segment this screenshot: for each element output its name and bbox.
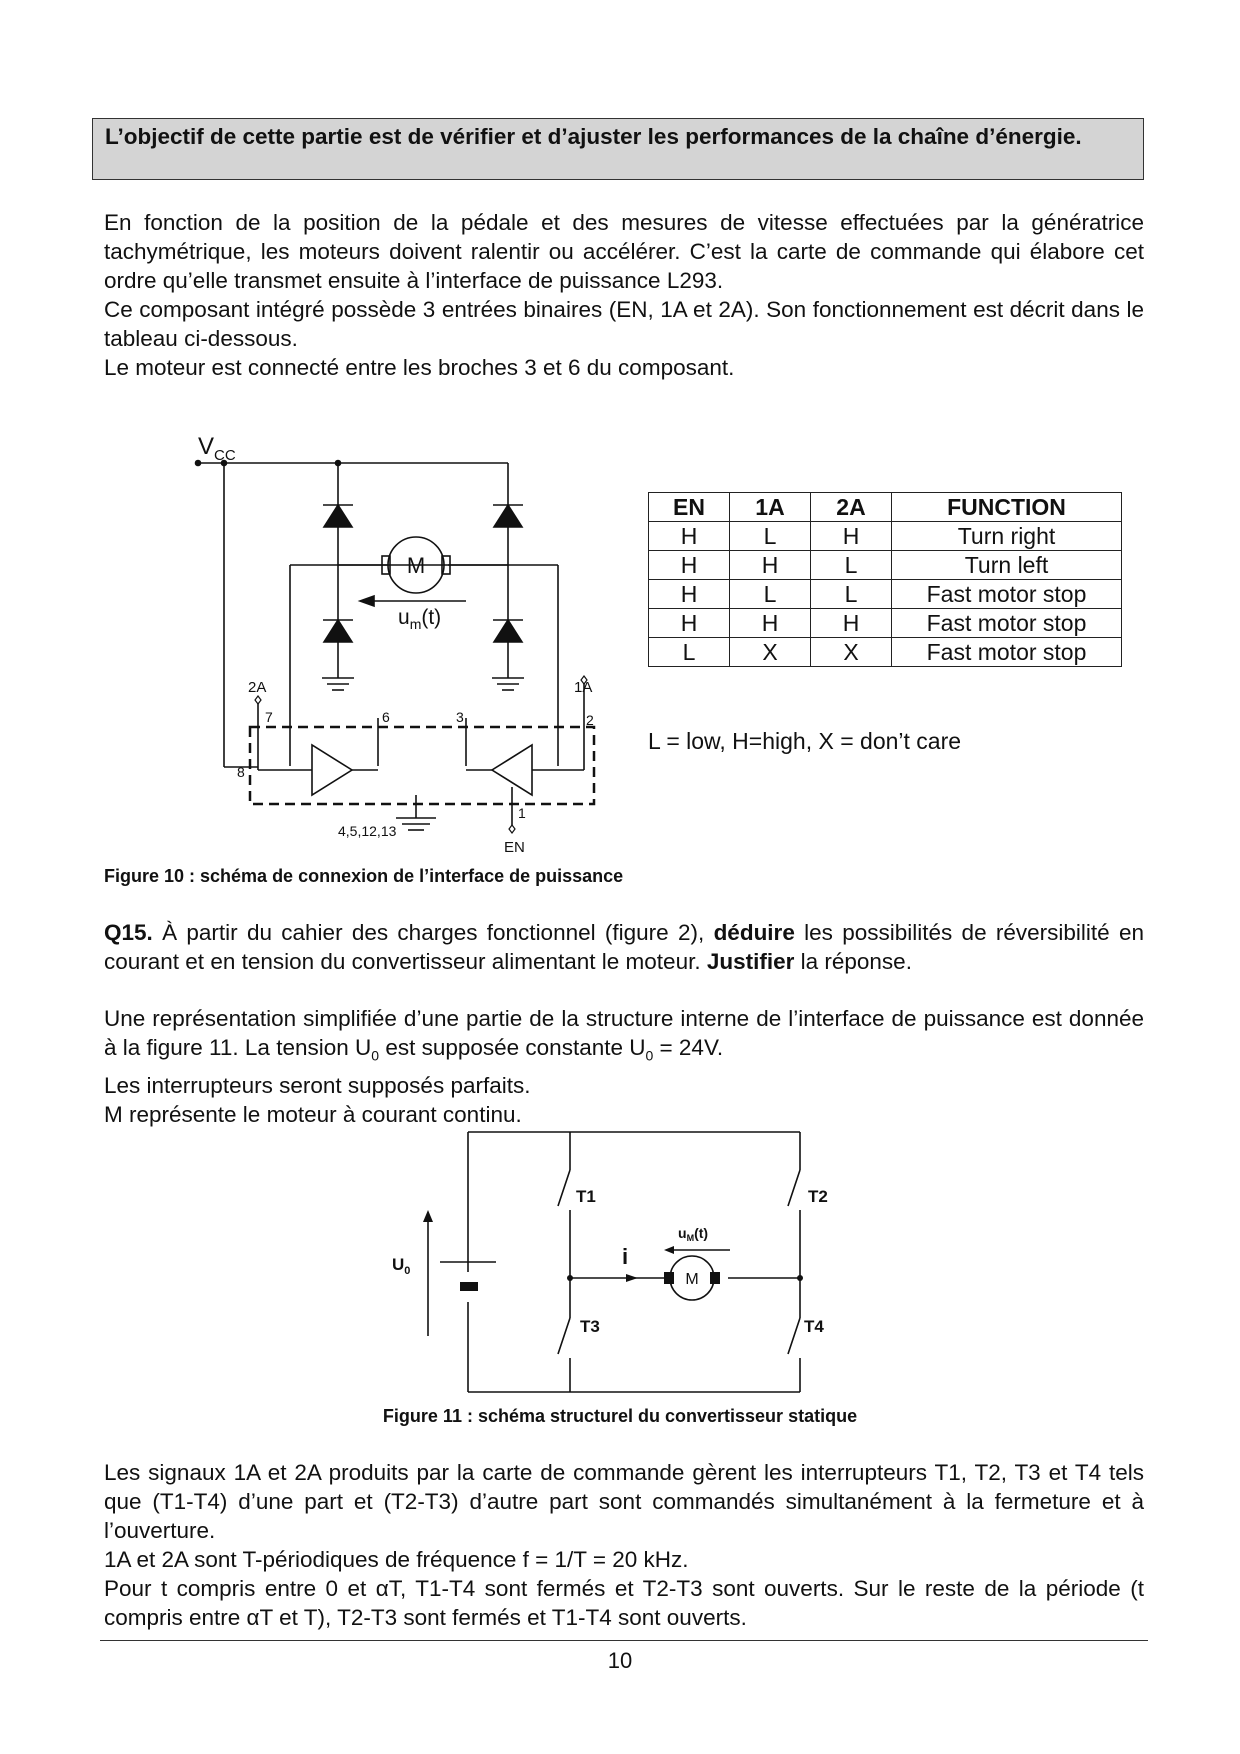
switch-t2: T2 (808, 1187, 828, 1206)
switch-t4: T4 (804, 1317, 824, 1336)
pin-2: 2 (586, 712, 594, 728)
question-15 (104, 918, 1144, 976)
table-row (649, 638, 1122, 667)
table-row (649, 522, 1122, 551)
objective-box (92, 118, 1144, 180)
cell-function: Fast motor stop (892, 638, 1122, 667)
table-row (649, 580, 1122, 609)
motor-label-fig11: M (685, 1271, 699, 1288)
cell-function: Turn right (892, 522, 1122, 551)
pin-7: 7 (265, 709, 273, 725)
cell-en: L (649, 638, 730, 667)
cell-en: H (649, 580, 730, 609)
label-1a: 1A (574, 679, 593, 696)
truth-table (648, 492, 1122, 667)
signals-paragraph-1: Les signaux 1A et 2A produits par la carte de commande gèrent les interrupteurs T1, T2, T3 et T4 tels que (T1-T4) d’une part et (T2-T3) d’autre part sont commandés simultanément à la fermeture et à l’ouverture. (104, 1460, 1144, 1543)
simplified-line-1: Une représentation simplifiée d’une partie de la structure interne de l’interface de puissance est donnée à la figure 11. La tension $U_0$ est supposée constante $U_0 = 24V$. (104, 1006, 1144, 1064)
cell-en: H (649, 522, 730, 551)
signals-paragraph-2: 1A et 2A sont T-périodiques de fréquence f = 1/T = 20 kHz. (104, 1547, 689, 1572)
signals-paragraph-3: Pour t compris entre 0 et αT, T1-T4 sont fermés et T2-T3 sont ouverts. Sur le reste de la période (t compris entre αT et T), T2-T3 sont fermés et T1-T4 sont ouverts. (104, 1576, 1144, 1630)
vcc-label: $V_{CC}$ (198, 433, 236, 464)
cell-1a: H (730, 609, 811, 638)
q15-text-1: À partir du cahier des charges fonctionnel (figure 2), (152, 920, 714, 945)
simplified-line-2: Les interrupteurs seront supposés parfaits. (104, 1072, 531, 1098)
simplified-text (104, 1004, 1144, 1129)
q15-text-3: la réponse. (794, 949, 912, 974)
header-en: EN (649, 493, 730, 522)
cell-en: H (649, 551, 730, 580)
cell-1a: L (730, 580, 811, 609)
label-2a: 2A (248, 679, 267, 696)
header-1a: 1A (730, 493, 811, 522)
q15-text-2: les possibilités de réversibilité en courant et en tension du convertisseur alimentant le moteur. (104, 920, 1144, 974)
cell-1a: L (730, 522, 811, 551)
um-label-fig11: $u_M(t)$ (678, 1225, 709, 1243)
intro-text (104, 208, 1144, 382)
gnd-pins: 4,5,12,13 (338, 823, 397, 839)
intro-paragraph-2: Ce composant intégré possède 3 entrées binaires (EN, 1A et 2A). Son fonctionnement est décrit dans le tableau ci-dessous. (104, 297, 1144, 351)
simplified-line-3: M représente le moteur à courant continu. (104, 1101, 522, 1127)
u0-label: $U_0$ (392, 1255, 411, 1277)
objective-text: L’objectif de cette partie est de vérifier et d’ajuster les performances de la chaîne d’énergie. (105, 124, 1082, 149)
en-label: EN (504, 839, 525, 856)
cell-2a: L (811, 580, 892, 609)
cell-1a: X (730, 638, 811, 667)
pin-6: 6 (382, 709, 390, 725)
question-number: Q15. (104, 920, 153, 945)
cell-en: H (649, 609, 730, 638)
header-function: FUNCTION (892, 493, 1122, 522)
page-number: 10 (607, 1648, 633, 1673)
cell-2a: X (811, 638, 892, 667)
pin-8: 8 (237, 764, 245, 780)
signals-text (104, 1458, 1144, 1632)
intro-paragraph-1: En fonction de la position de la pédale et des mesures de vitesse effectuées par la génératrice tachymétrique, les moteurs doivent ralentir ou accélérer. C’est la carte de commande qui élabore cet ordre qu’elle transmet ensuite à l’interface de puissance L293. (104, 210, 1144, 293)
figure-11-circuit (380, 1118, 828, 1408)
cell-2a: H (811, 609, 892, 638)
pin-3: 3 (456, 709, 464, 725)
pin-1: 1 (518, 805, 526, 821)
cell-function: Turn left (892, 551, 1122, 580)
truth-table-legend: L = low, H=high, X = don’t care (648, 728, 962, 754)
current-label: i (622, 1244, 629, 1269)
cell-2a: L (811, 551, 892, 580)
cell-function: Fast motor stop (892, 609, 1122, 638)
table-row (649, 609, 1122, 638)
cell-2a: H (811, 522, 892, 551)
truth-table-header (649, 493, 1122, 522)
cell-1a: H (730, 551, 811, 580)
header-2a: 2A (811, 493, 892, 522)
q15-keyword-deduire: déduire (713, 920, 795, 945)
cell-function: Fast motor stop (892, 580, 1122, 609)
figure-11-caption: Figure 11 : schéma structurel du convertisseur statique (382, 1406, 858, 1426)
figure-10-circuit (180, 420, 620, 860)
intro-paragraph-3: Le moteur est connecté entre les broches 3 et 6 du composant. (104, 355, 735, 380)
um-label: $u_m(t)$ (398, 606, 442, 632)
q15-keyword-justifier: Justifier (706, 949, 795, 974)
footer-divider (100, 1640, 1148, 1641)
motor-label: M (406, 553, 426, 578)
switch-t3: T3 (580, 1317, 600, 1336)
switch-t1: T1 (576, 1187, 596, 1206)
figure-10-caption: Figure 10 : schéma de connexion de l’interface de puissance (104, 866, 624, 886)
table-row (649, 551, 1122, 580)
